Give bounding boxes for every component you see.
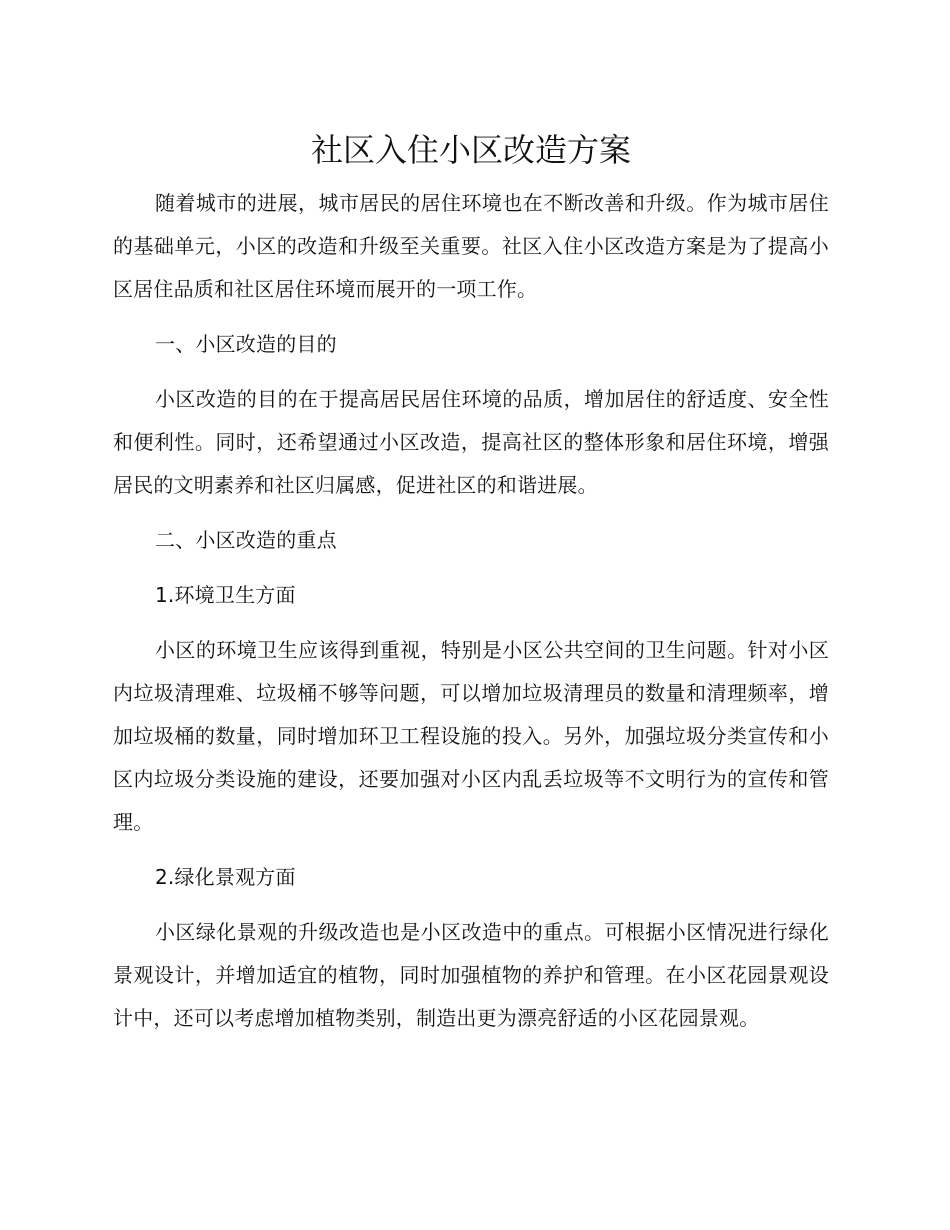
subsection-heading-sanitation: 1.环境卫生方面 <box>155 583 296 607</box>
document-title: 社区入住小区改造方案 <box>310 131 631 169</box>
section-heading-focus: 二、小区改造的重点 <box>155 528 337 552</box>
section-heading-purpose: 一、小区改造的目的 <box>155 332 337 356</box>
intro-paragraph: 随着城市的进展，城市居民的居住环境也在不断改善和升级。作为城市居住的基础单元，小区的改造和升级至关重要。社区入住小区改造方案是为了提高小区居住品质和社区居住环境而展开的一项工作。 <box>113 191 829 301</box>
document-content <box>113 126 829 1052</box>
subsection-heading-greening: 2.绿化景观方面 <box>155 865 296 889</box>
purpose-paragraph: 小区改造的目的在于提高居民居住环境的品质，增加居住的舒适度、安全性和便利性。同时，还希望通过小区改造，提高社区的整体形象和居住环境，增强居民的文明素养和社区归属感，促进社区的和谐进展。 <box>113 387 829 497</box>
greening-paragraph: 小区绿化景观的升级改造也是小区改造中的重点。可根据小区情况进行绿化景观设计，并增加适宜的植物，同时加强植物的养护和管理。在小区花园景观设计中，还可以考虑增加植物类别，制造出更为漂亮舒适的小区花园景观。 <box>113 920 829 1030</box>
sanitation-paragraph: 小区的环境卫生应该得到重视，特别是小区公共空间的卫生问题。针对小区内垃圾清理难、垃圾桶不够等问题，可以增加垃圾清理员的数量和清理频率，增加垃圾桶的数量，同时增加环卫工程设施的投入。另外，加强垃圾分类宣传和小区内垃圾分类设施的建设，还要加强对小区内乱丢垃圾等不文明行为的宣传和管理。 <box>113 638 829 834</box>
